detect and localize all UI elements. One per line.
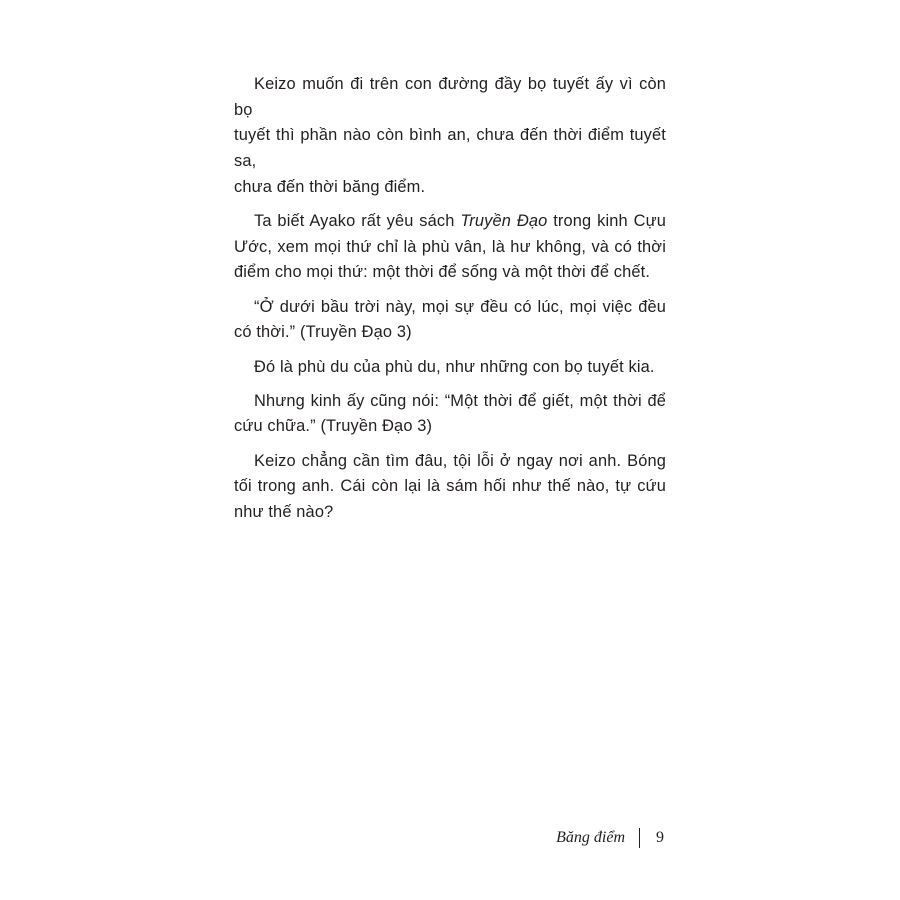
- paragraph-2-text-end: trong kinh Cựu Ước, xem mọi thứ chỉ là phù vân, là hư không, và có thời điểm cho mọi thứ: một thời để sống và một thời để chết.: [234, 212, 667, 282]
- paragraph-4: Đó là phù du của phù du, như những con bọ tuyết kia.: [254, 357, 655, 376]
- paragraph-2-text-start: Ta biết Ayako rất yêu sách: [254, 212, 461, 231]
- running-title: Băng điểm: [556, 829, 625, 846]
- paragraph-1-line-2: tuyết thì phần nào còn bình an, chưa đến thời điểm tuyết sa,: [234, 126, 666, 171]
- page-footer: [556, 826, 664, 850]
- paragraph-1: [234, 72, 666, 201]
- book-title-truyen-dao: Truyền Đạo: [460, 212, 548, 231]
- paragraph-5-quote: Nhưng kinh ấy cũng nói: “Một thời để giết, một thời để cứu chữa.” (Truyền Đạo 3): [234, 391, 666, 436]
- paragraph-1-line-3: chưa đến thời băng điểm.: [234, 177, 426, 196]
- paragraph-3-quote: “Ở dưới bầu trời này, mọi sự đều có lúc, mọi việc đều có thời.” (Truyền Đạo 3): [234, 297, 666, 342]
- footer-divider: [639, 828, 640, 848]
- body-text: [234, 72, 666, 534]
- paragraph-2: [234, 209, 666, 286]
- page-number: 9: [656, 829, 664, 846]
- paragraph-1-line-1: Keizo muốn đi trên con đường đầy bọ tuyết ấy vì còn bọ: [234, 75, 666, 119]
- paragraph-6: Keizo chẳng cần tìm đâu, tội lỗi ở ngay nơi anh. Bóng tối trong anh. Cái còn lại là sám hối như thế nào, tự cứu như thế nào?: [234, 451, 666, 522]
